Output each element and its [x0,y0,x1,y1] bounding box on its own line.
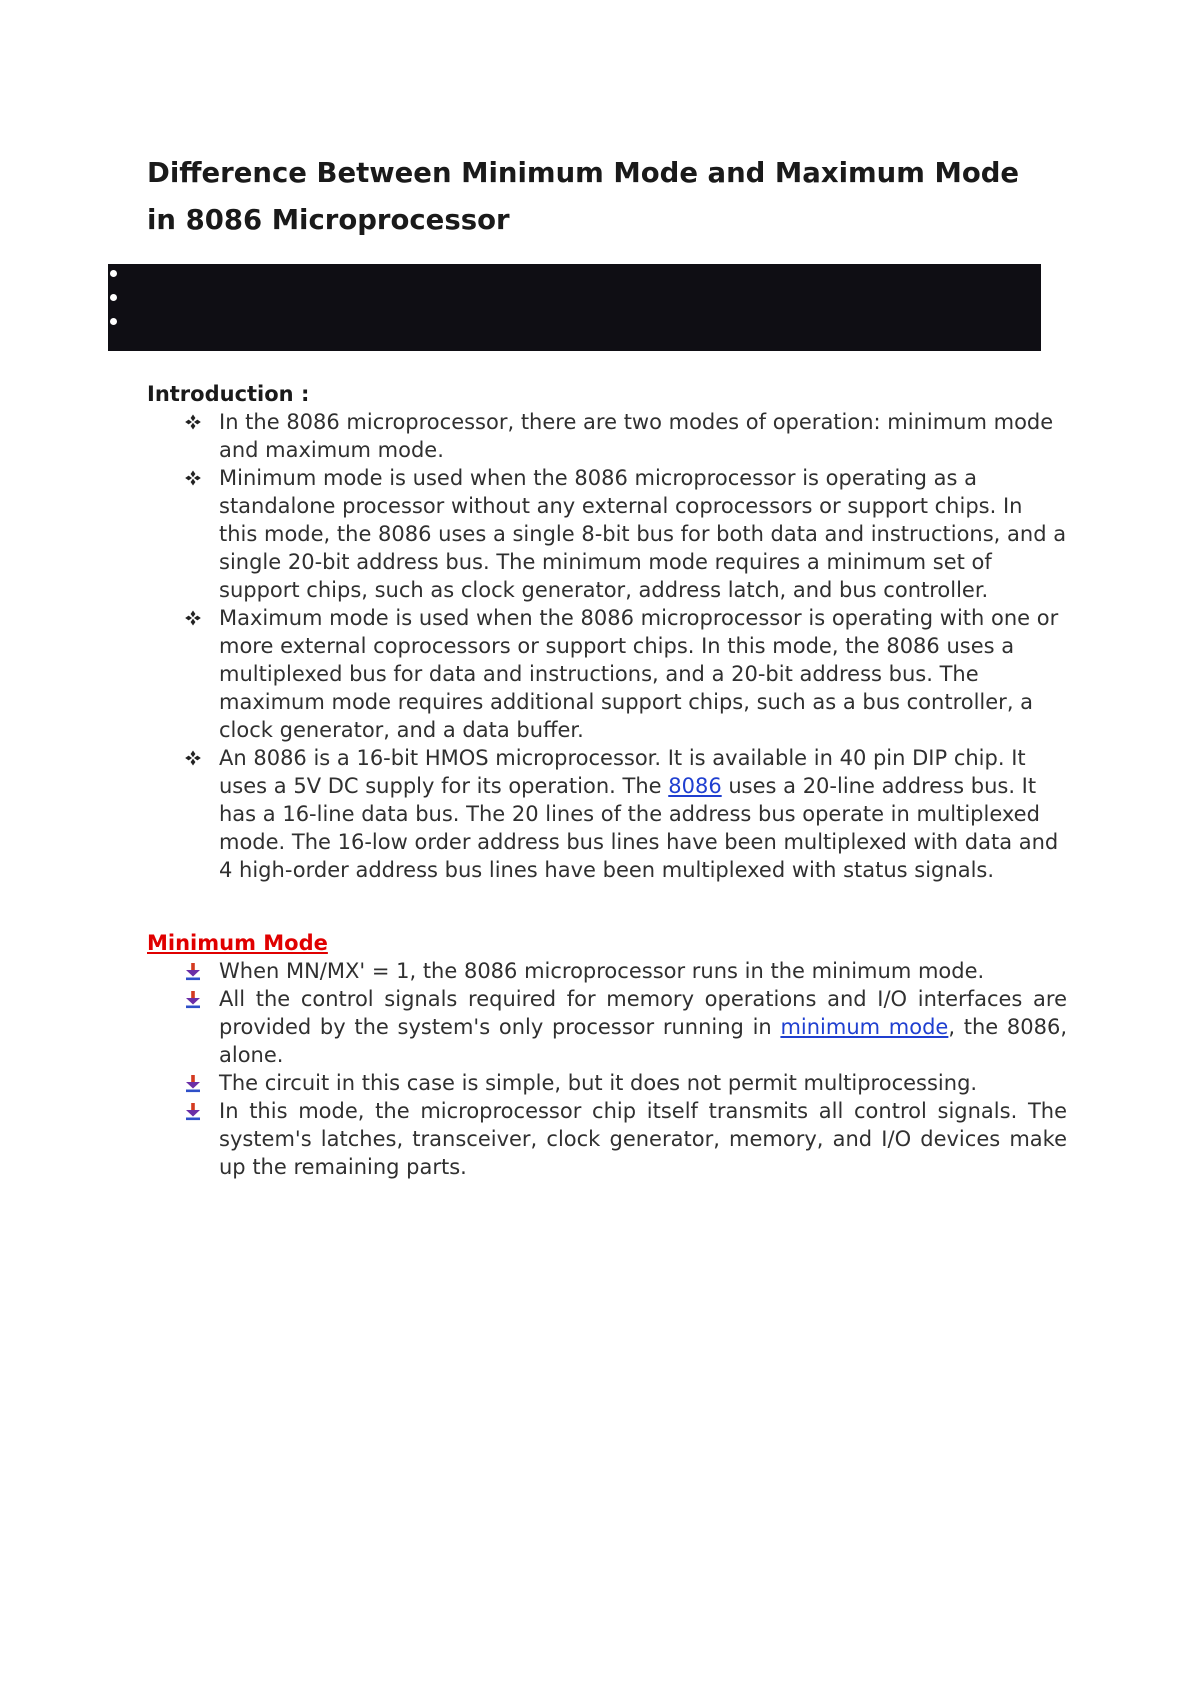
four-diamond-icon [183,744,203,772]
minimum-mode-item-text: All the control signals required for memory operations and I/O interfaces are provided by the system's only processor running in [219,987,1067,1039]
bullet-dot [110,294,117,301]
down-arrow-pin-icon [183,1069,203,1097]
bullet-dot [110,318,117,325]
introduction-section [147,380,1067,884]
introduction-item-text: In the 8086 microprocessor, there are two modes of operation: minimum mode and maximum mode. [219,410,1054,462]
list-item [147,985,1067,1069]
list-item [147,408,1067,464]
minimum-mode-list [147,957,1067,1181]
minimum-mode-item-text: , the 8086, alone. [219,1015,1068,1067]
four-diamond-icon [183,604,203,632]
four-diamond-icon [183,408,203,436]
minimum-mode-item-text: When MN/MX' = 1, the 8086 microprocessor runs in the minimum mode. [219,959,985,983]
link-minimum-mode[interactable]: minimum mode [780,1015,949,1039]
link-8086[interactable]: 8086 [668,774,722,798]
list-item [147,604,1067,744]
list-item [147,464,1067,604]
list-item [147,744,1067,884]
introduction-list [147,408,1067,884]
four-diamond-icon [183,464,203,492]
minimum-mode-heading: Minimum Mode [147,931,328,955]
bullet-dot [110,270,117,277]
minimum-mode-item-text: In this mode, the microprocessor chip itself transmits all control signals. The system's latches, transceiver, clock generator, memory, and I/O devices make up the remaining parts. [219,1099,1067,1179]
list-item [147,957,1067,985]
page-title [147,150,1087,244]
dark-banner [108,264,1041,351]
list-item [147,1069,1067,1097]
introduction-item-text: Minimum mode is used when the 8086 microprocessor is operating as a standalone processor without any external coprocessors or support chips. In this mode, the 8086 uses a single 8-bit bus for both data and instructions, and a single 20-bit address bus. The minimum mode requires a minimum set of support chips, such as clock generator, address latch, and bus controller. [219,466,1067,602]
introduction-item-text: uses a 20-line address bus. It has a 16-line data bus. The 20 lines of the address bus operate in multiplexed mode. The 16-low order address bus lines have been multiplexed with data and 4 high-order address bus lines have been multiplexed with status signals. [219,774,1059,882]
introduction-item-text: An 8086 is a 16-bit HMOS microprocessor. It is available in 40 pin DIP chip. It uses a 5V DC supply for its operation. The [219,746,1026,798]
list-item [147,1097,1067,1181]
down-arrow-pin-icon [183,985,203,1013]
minimum-mode-section [147,929,1067,1181]
minimum-mode-item-text: The circuit in this case is simple, but it does not permit multiprocessing. [219,1071,978,1095]
introduction-item-text: Maximum mode is used when the 8086 microprocessor is operating with one or more external coprocessors or support chips. In this mode, the 8086 uses a multiplexed bus for data and instructions, and a 20-bit address bus. The maximum mode requires additional support chips, such as a bus controller, a clock generator, and a data buffer. [219,606,1059,742]
title-line-2: in 8086 Microprocessor [147,204,510,236]
title-line-1: Difference Between Minimum Mode and Maximum Mode [147,157,1020,189]
down-arrow-pin-icon [183,957,203,985]
introduction-heading: Introduction : [147,382,310,406]
down-arrow-pin-icon [183,1097,203,1125]
